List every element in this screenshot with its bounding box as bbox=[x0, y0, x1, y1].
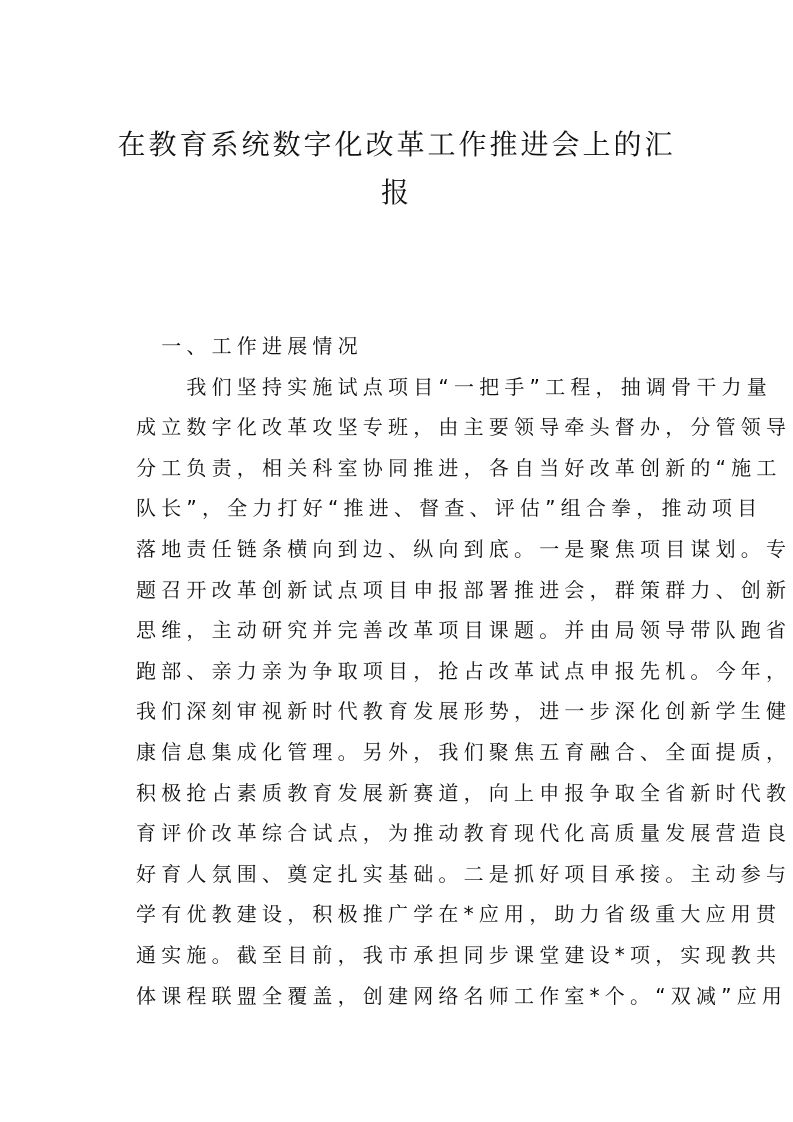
section-heading: 一、工作进展情况 bbox=[136, 334, 363, 358]
paragraph-line: 思维，主动研究并完善改革项目课题。并由局领导带队跑省 bbox=[136, 618, 792, 643]
paragraph-line: 落地责任链条横向到边、纵向到底。一是聚焦项目谋划。专 bbox=[136, 537, 792, 561]
paragraph-line: 康信息集成化管理。另外，我们聚焦五育融合、全面提质， bbox=[136, 740, 792, 764]
paragraph-line: 通实施。截至目前，我市承担同步课堂建设*项，实现教共 bbox=[136, 943, 782, 967]
paragraph-line: 成立数字化改革攻坚专班，由主要领导牵头督办，分管领导 bbox=[136, 415, 792, 440]
paragraph-line: 分工负责，相关科室协同推进，各自当好改革创新的“施工 bbox=[136, 455, 782, 480]
title-line: 在教育系统数字化改革工作推进会上的汇 bbox=[117, 128, 676, 161]
paragraph-line: 跑部、亲力亲为争取项目，抢占改革试点申报先机。今年， bbox=[136, 658, 792, 683]
paragraph-line: 队长”，全力打好“推进、督查、评估”组合拳，推动项目 bbox=[136, 496, 763, 521]
paragraph-line: 体课程联盟全覆盖，创建网络名师工作室*个。“双减”应用 bbox=[136, 983, 788, 1008]
paragraph-line: 我们坚持实施试点项目“一把手”工程，抽调骨干力量 bbox=[136, 374, 772, 399]
paragraph-line: 好育人氛围、奠定扎实基础。二是抓好项目承接。主动参与 bbox=[136, 861, 792, 886]
paragraph-line: 育评价改革综合试点，为推动教育现代化高质量发展营造良 bbox=[136, 821, 792, 846]
paragraph-line: 我们深刻审视新时代教育发展形势，进一步深化创新学生健 bbox=[136, 699, 792, 724]
paragraph-line: 学有优教建设，积极推广学在*应用，助力省级重大应用贯 bbox=[136, 902, 782, 927]
paragraph-line: 积极抢占素质教育发展新赛道，向上申报争取全省新时代教 bbox=[136, 780, 792, 805]
paragraph-line: 题召开改革创新试点项目申报部署推进会，群策群力、创新 bbox=[136, 577, 792, 602]
title-line: 报 bbox=[380, 176, 412, 209]
